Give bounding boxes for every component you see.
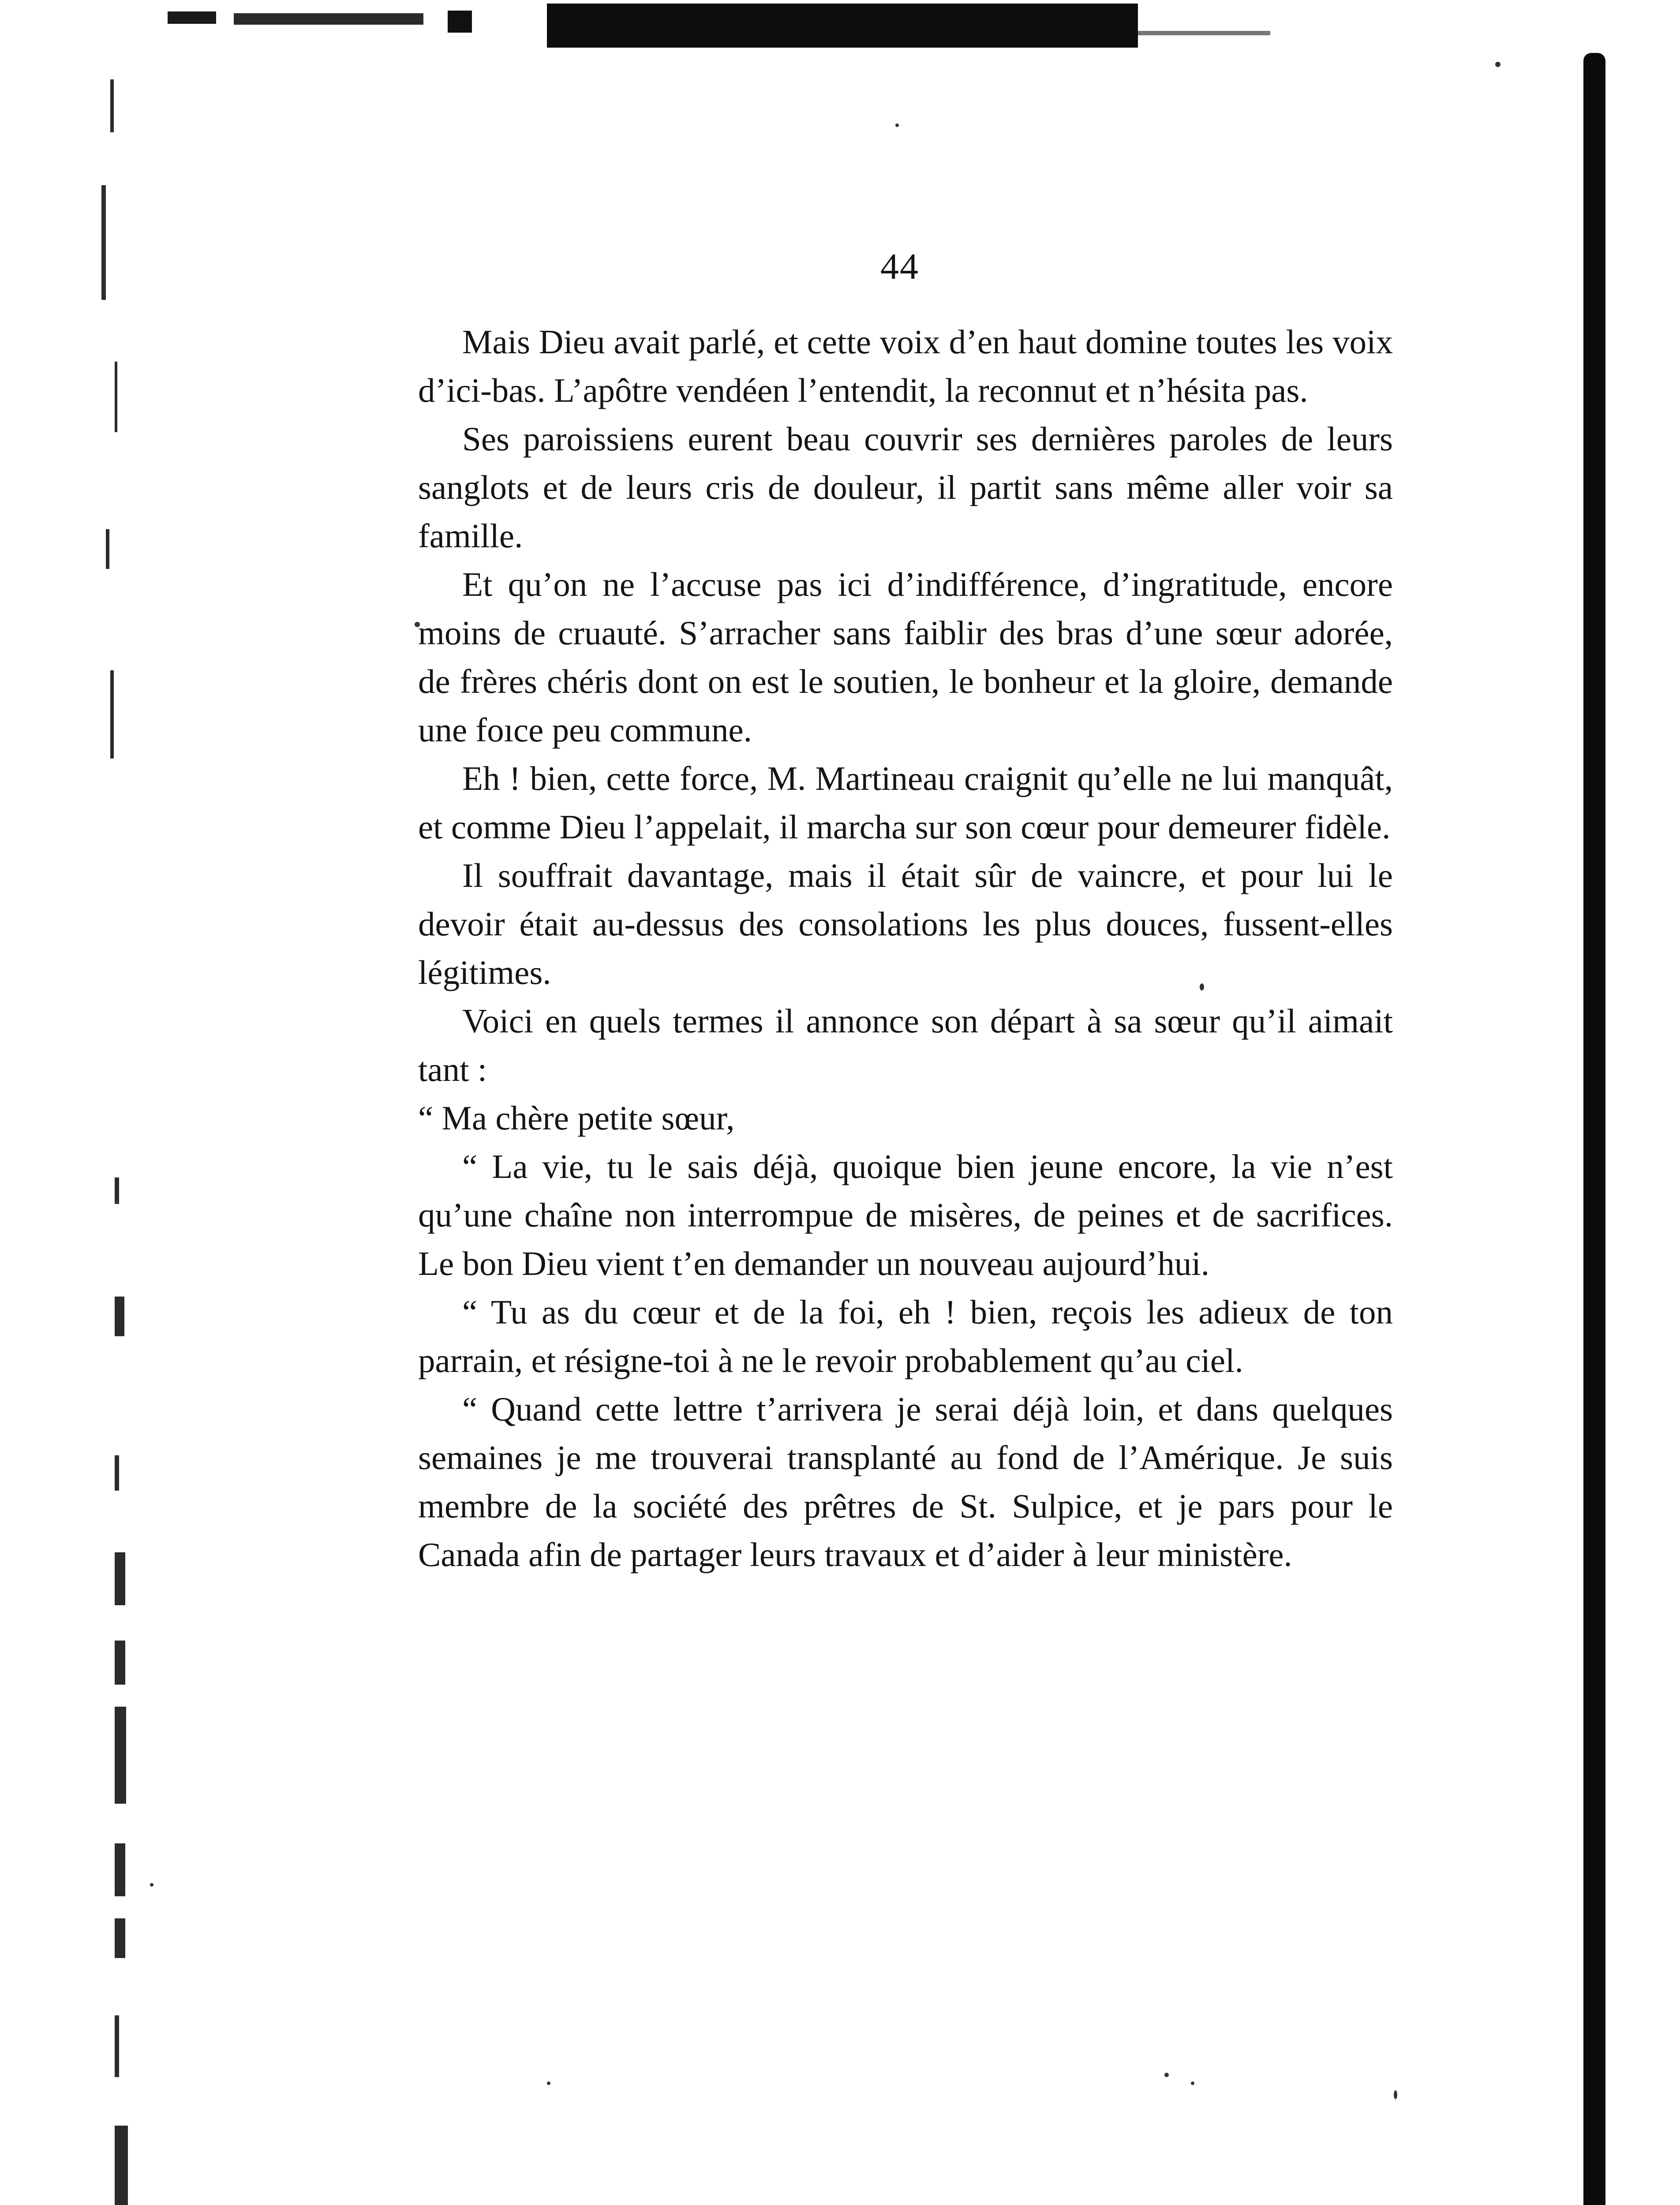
binding-mark (115, 1918, 125, 1958)
scan-speck (150, 1883, 153, 1887)
scan-artifact-bar (234, 13, 423, 25)
scan-speck (895, 123, 899, 127)
paragraph: Et qu’on ne l’accuse pas ici d’indifférence, d’ingratitude, encore moins de cruauté. S’arracher sans faiblir des bras d’une sœur adorée, de frères chéris dont on est le soutien, le bonheur et la gloire, demande une foıce peu commune. (418, 565, 1393, 749)
binding-mark (115, 1641, 125, 1685)
paragraph: Ses paroissiens eurent beau couvrir ses dernières paroles de leurs sanglots et de leurs cris de douleur, il partit sans même aller voir sa famille. (418, 420, 1393, 555)
binding-mark (110, 79, 114, 132)
binding-mark (115, 1552, 125, 1605)
scan-artifact-bar (1138, 31, 1270, 35)
body-text (418, 318, 1393, 1579)
binding-mark (115, 362, 117, 432)
scan-speck (1495, 62, 1500, 67)
paragraph: Mais Dieu avait parlé, et cette voix d’en haut domine toutes les voix d’ici-bas. L’apôtre vendéen l’entendit, la reconnut et n’hésita pas. (418, 323, 1393, 409)
scan-speck (1164, 2073, 1169, 2077)
binding-mark (115, 1455, 119, 1491)
letter-paragraph: “ Tu as du cœur et de la foi, eh ! bien, reçois les adieux de ton parrain, et résigne-toi à ne le revoir probablement qu’au ciel. (418, 1293, 1393, 1379)
binding-mark (115, 2126, 128, 2205)
paragraph: Eh ! bien, cette force, M. Martineau craignit qu’elle ne lui manquât, et comme Dieu l’appelait, il marcha sur son cœur pour demeurer fidèle. (418, 759, 1393, 846)
letter-paragraph: “ Quand cette lettre t’arrivera je serai déjà loin, et dans quelques semaines je me trouverai transplanté au fond de l’Amérique. Je suis membre de la société des prêtres de St. Sulpice, et je pars pour le Canada afin de partager leurs travaux et d’aider à leur ministère. (418, 1390, 1393, 1573)
scan-speck (547, 2082, 550, 2085)
binding-mark (115, 1843, 125, 1896)
letter-paragraph: “ La vie, tu le sais déjà, quoique bien jeune encore, la vie n’est qu’une chaîne non interrompue de misères, de peines et de sacrifices. Le bon Dieu vient t’en demander un nouveau aujourd’hui. (418, 1147, 1393, 1282)
binding-mark (115, 2015, 119, 2077)
scan-speck (115, 1200, 119, 1204)
paragraph: Il souffrait davantage, mais il était sûr de vaincre, et pour lui le devoir était au-dessus des consolations les plus douces, fussent-elles légitimes. (418, 856, 1393, 991)
scan-speck (1394, 2090, 1397, 2099)
binding-mark (106, 529, 109, 569)
binding-mark (115, 1707, 126, 1804)
binding-mark (101, 185, 106, 300)
scan-speck (1191, 2082, 1194, 2085)
binding-mark (115, 1297, 124, 1336)
paragraph: Voici en quels termes il annonce son départ à sa sœur qu’il aimait tant : (418, 1002, 1393, 1088)
binding-marks (49, 53, 141, 2205)
page-number: 44 (880, 246, 919, 287)
scan-artifact-bar (547, 4, 1138, 48)
scan-artifact-bar (168, 11, 216, 24)
binding-mark (110, 670, 114, 759)
page-edge-shadow (1583, 53, 1605, 2205)
scan-artifact-bar (448, 11, 472, 33)
letter-salutation: “ Ma chère petite sœur, (418, 1099, 735, 1137)
